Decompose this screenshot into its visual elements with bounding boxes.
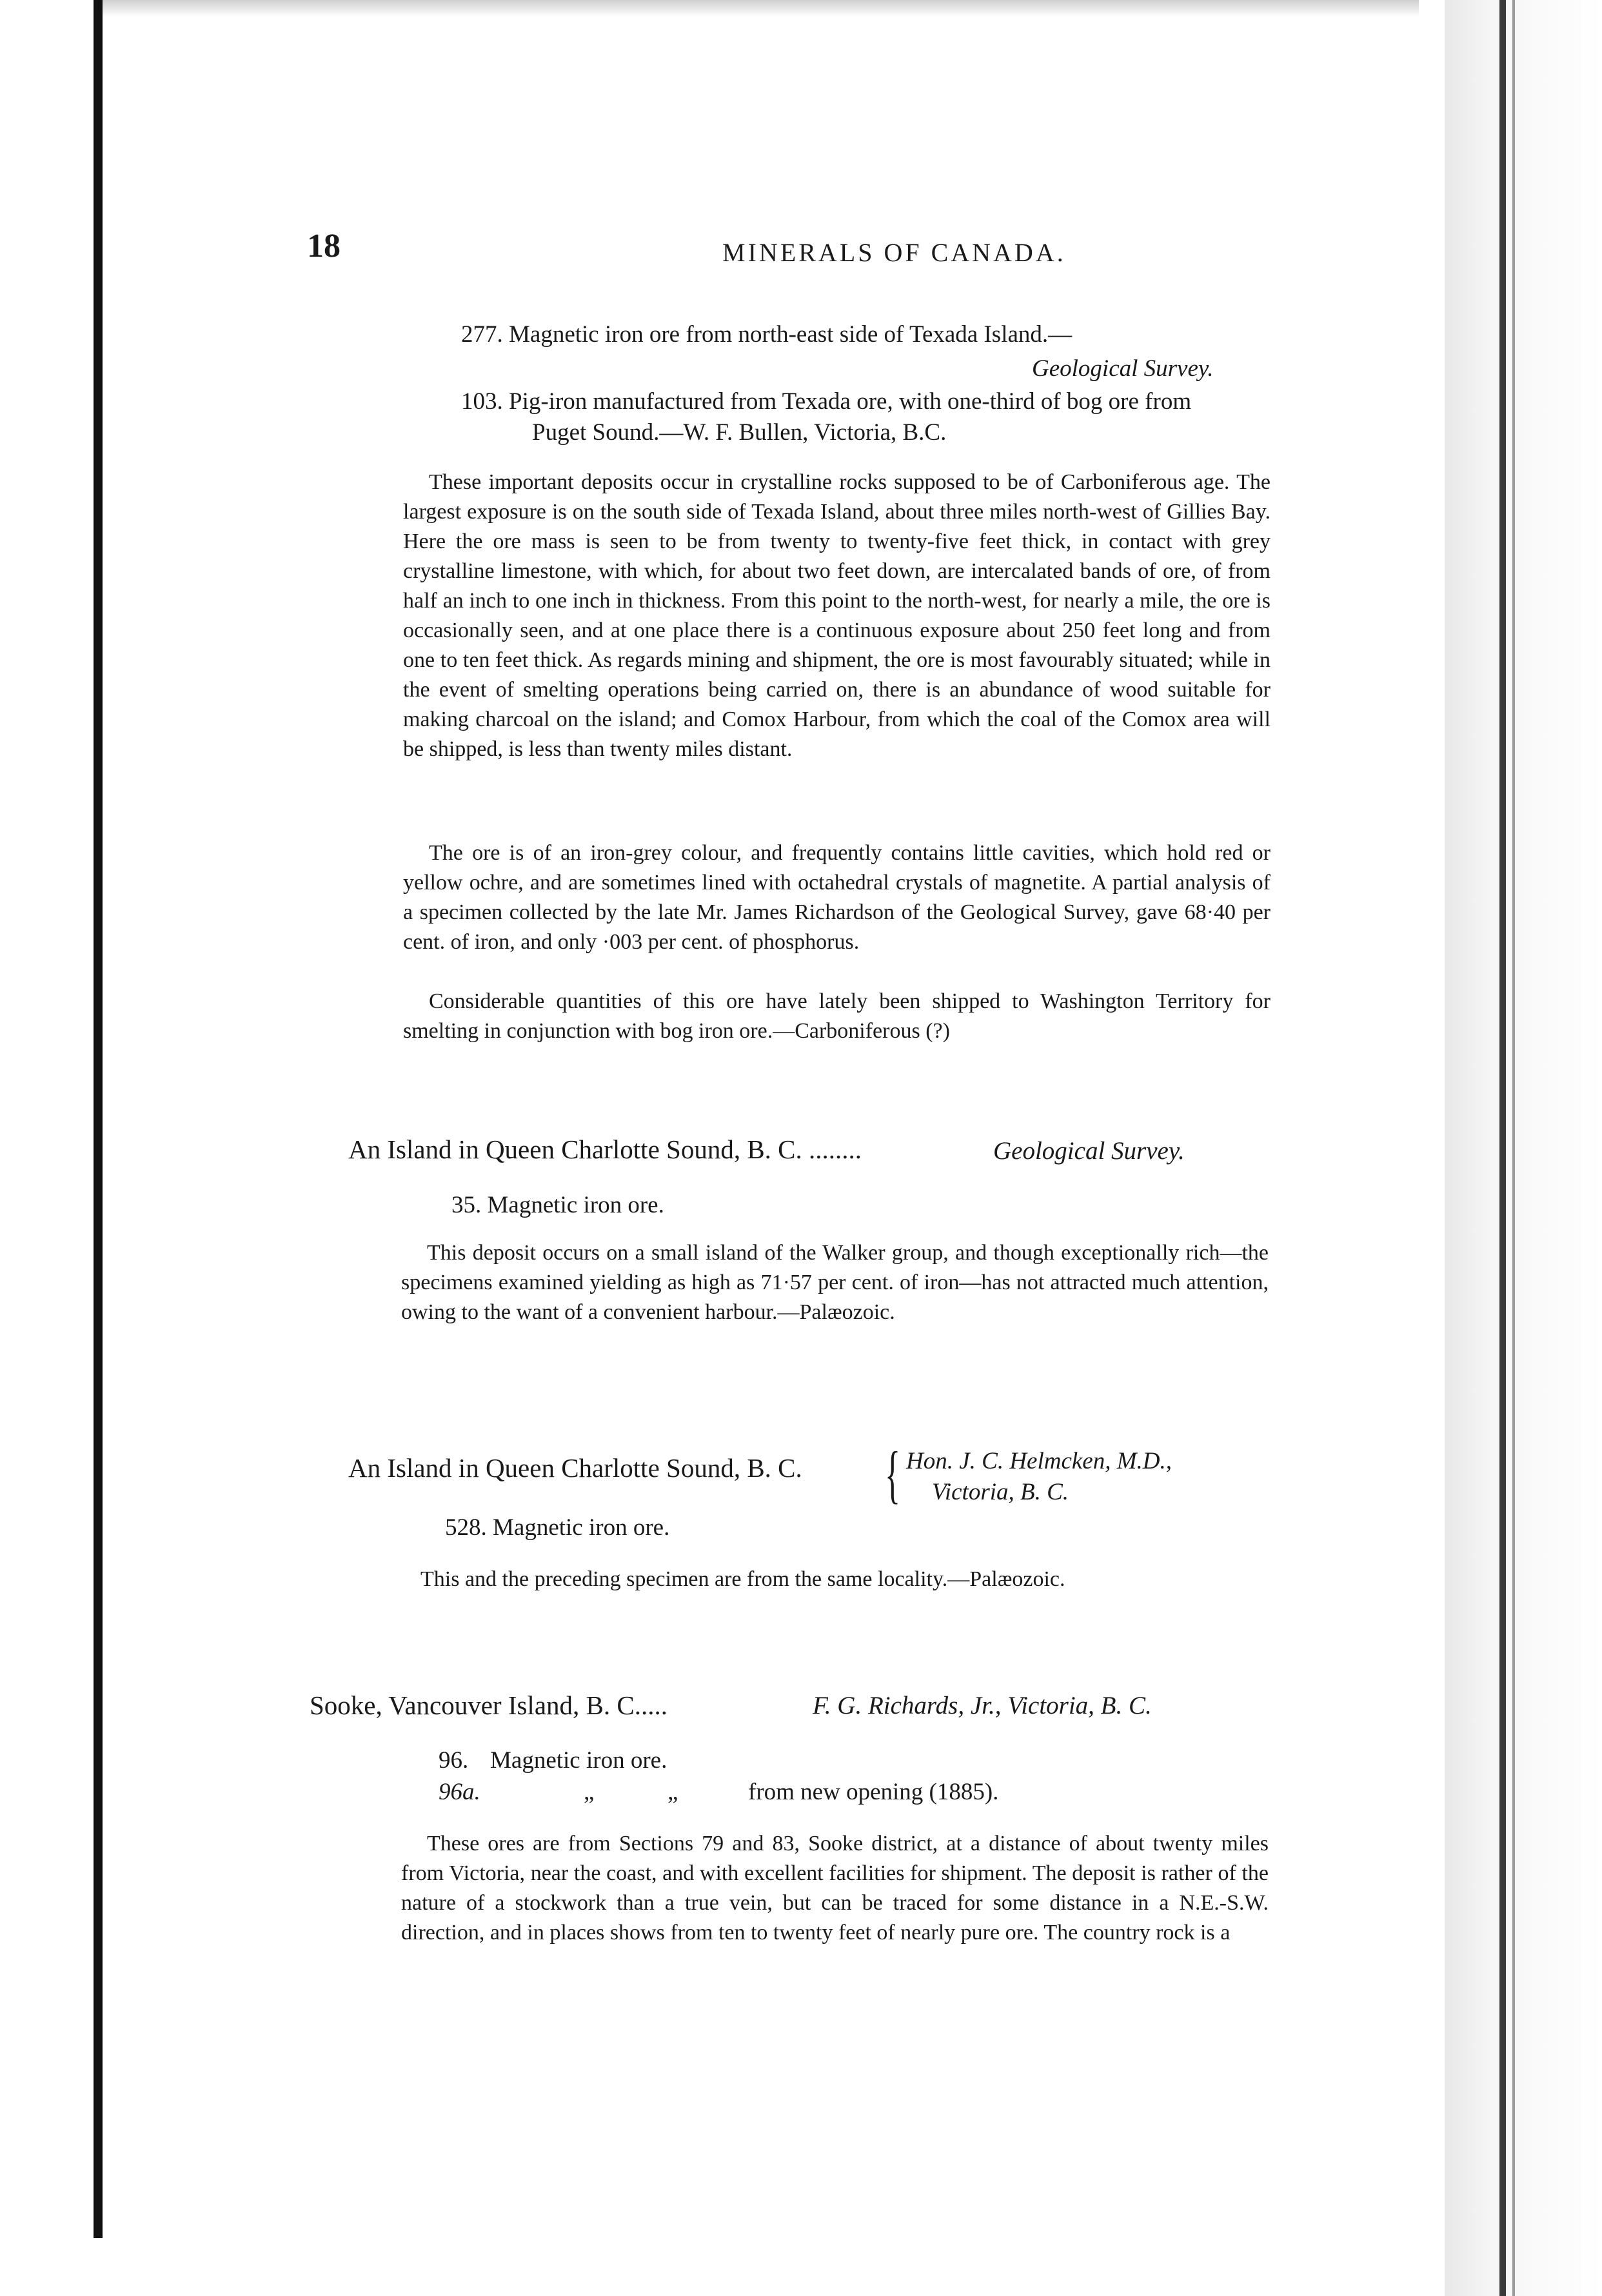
scan-right-edge-inner [1512,0,1515,2296]
running-title: MINERALS OF CANADA. [722,238,1066,267]
texada-paragraph-3: Considerable quantities of this ore have lately been shipped to Washington Territory for smelting in conjunction with bog iron ore.—Carboniferous (?) [403,989,1271,1043]
texada-paragraph-2: The ore is of an iron-grey colour, and frequently contains little cavities, which hold red or yellow ochre, and are sometimes lined with octahedral crystals of magnetite. A partial analysis of a specimen collected by the late Mr. James Richardson of the Geological Survey, gave 68·40 per cent. of iron, and only ·003 per cent. of phosphorus. [403,841,1271,954]
specimen-entry-277: 277. Magnetic iron ore from north-east side of Texada Island.— [461,321,1073,348]
donor-helmcken-line2: Victoria, B. C. [932,1479,1069,1505]
scan-right-edge [1499,0,1506,2296]
queen-charlotte-paragraph-2: This and the preceding specimen are from the same locality.—Palæozoic. [420,1567,1065,1591]
donor-brace: { [885,1438,900,1510]
specimen-entry-35: 35. Magnetic iron ore. [451,1192,664,1218]
page-number: 18 [307,228,341,264]
texada-paragraph-1: These important deposits occur in crystalline rocks supposed to be of Carboniferous age. The largest exposure is on the south side of Texada Island, about three miles north-west of Gillies Bay. Here the ore mass is seen to be from twenty to twenty-five feet thick, in contact with grey crystalline limestone, with which, for about two feet down, are intercalated bands of ore, of from half an inch to one inch in thickness. From this point to the north-west, for nearly a mile, the ore is occasionally seen, and at one place there is a continuous exposure about 250 feet long and from one to ten feet thick. As regards mining and shipment, the ore is most favourably situated; while in the event of smelting operations being carried on, there is an abundance of wood suitable for making charcoal on the island; and Comox Harbour, from which the coal of the Comox area will be shipped, is less than twenty miles distant. [403,470,1271,761]
scan-left-margin [0,0,97,2296]
document-page [103,0,1445,2296]
locality-donor-geological-survey: Geological Survey. [993,1137,1185,1165]
locality-heading-queen-charlotte-1: An Island in Queen Charlotte Sound, B. C. ........ [348,1134,862,1164]
specimen-donor-277: Geological Survey. [1032,355,1214,382]
specimen-entry-103: 103. Pig-iron manufactured from Texada ore, with one-third of bog ore from [461,388,1192,415]
sooke-paragraph: These ores are from Sections 79 and 83, Sooke district, at a distance of about twenty miles from Victoria, near the coast, and with excellent facilities for shipment. The deposit is rather of the nature of a stockwork than a true vein, but can be traced for some distance in a N.E.-S.W. direction, and in places shows from ten to twenty feet of nearly pure ore. The country rock is a [401,1832,1269,1945]
specimen-entry-96-number: 96. [439,1747,469,1774]
queen-charlotte-paragraph-1: This deposit occurs on a small island of the Walker group, and though exceptionally rich—the specimens examined yielding as high as 71·57 per cent. of iron—has not attracted much attention, owing to the want of a convenient harbour.—Palæozoic. [401,1241,1269,1324]
ditto-mark-1: „ [584,1779,595,1805]
specimen-entry-103-cont: Puget Sound.—W. F. Bullen, Victoria, B.C. [532,419,947,446]
locality-heading-queen-charlotte-2: An Island in Queen Charlotte Sound, B. C. [348,1453,802,1483]
scan-left-edge [94,0,103,2238]
specimen-entry-528: 528. Magnetic iron ore. [445,1514,670,1541]
scan-right-margin [1445,0,1602,2296]
ditto-mark-2: „ [668,1779,678,1805]
specimen-entry-96: Magnetic iron ore. [490,1747,668,1774]
locality-heading-sooke: Sooke, Vancouver Island, B. C..... [310,1690,668,1720]
specimen-entry-96a: from new opening (1885). [748,1779,999,1805]
locality-donor-richards: F. G. Richards, Jr., Victoria, B. C. [813,1692,1152,1719]
specimen-entry-96a-number: 96a. [439,1779,480,1805]
donor-helmcken-line1: Hon. J. C. Helmcken, M.D., [906,1448,1172,1474]
